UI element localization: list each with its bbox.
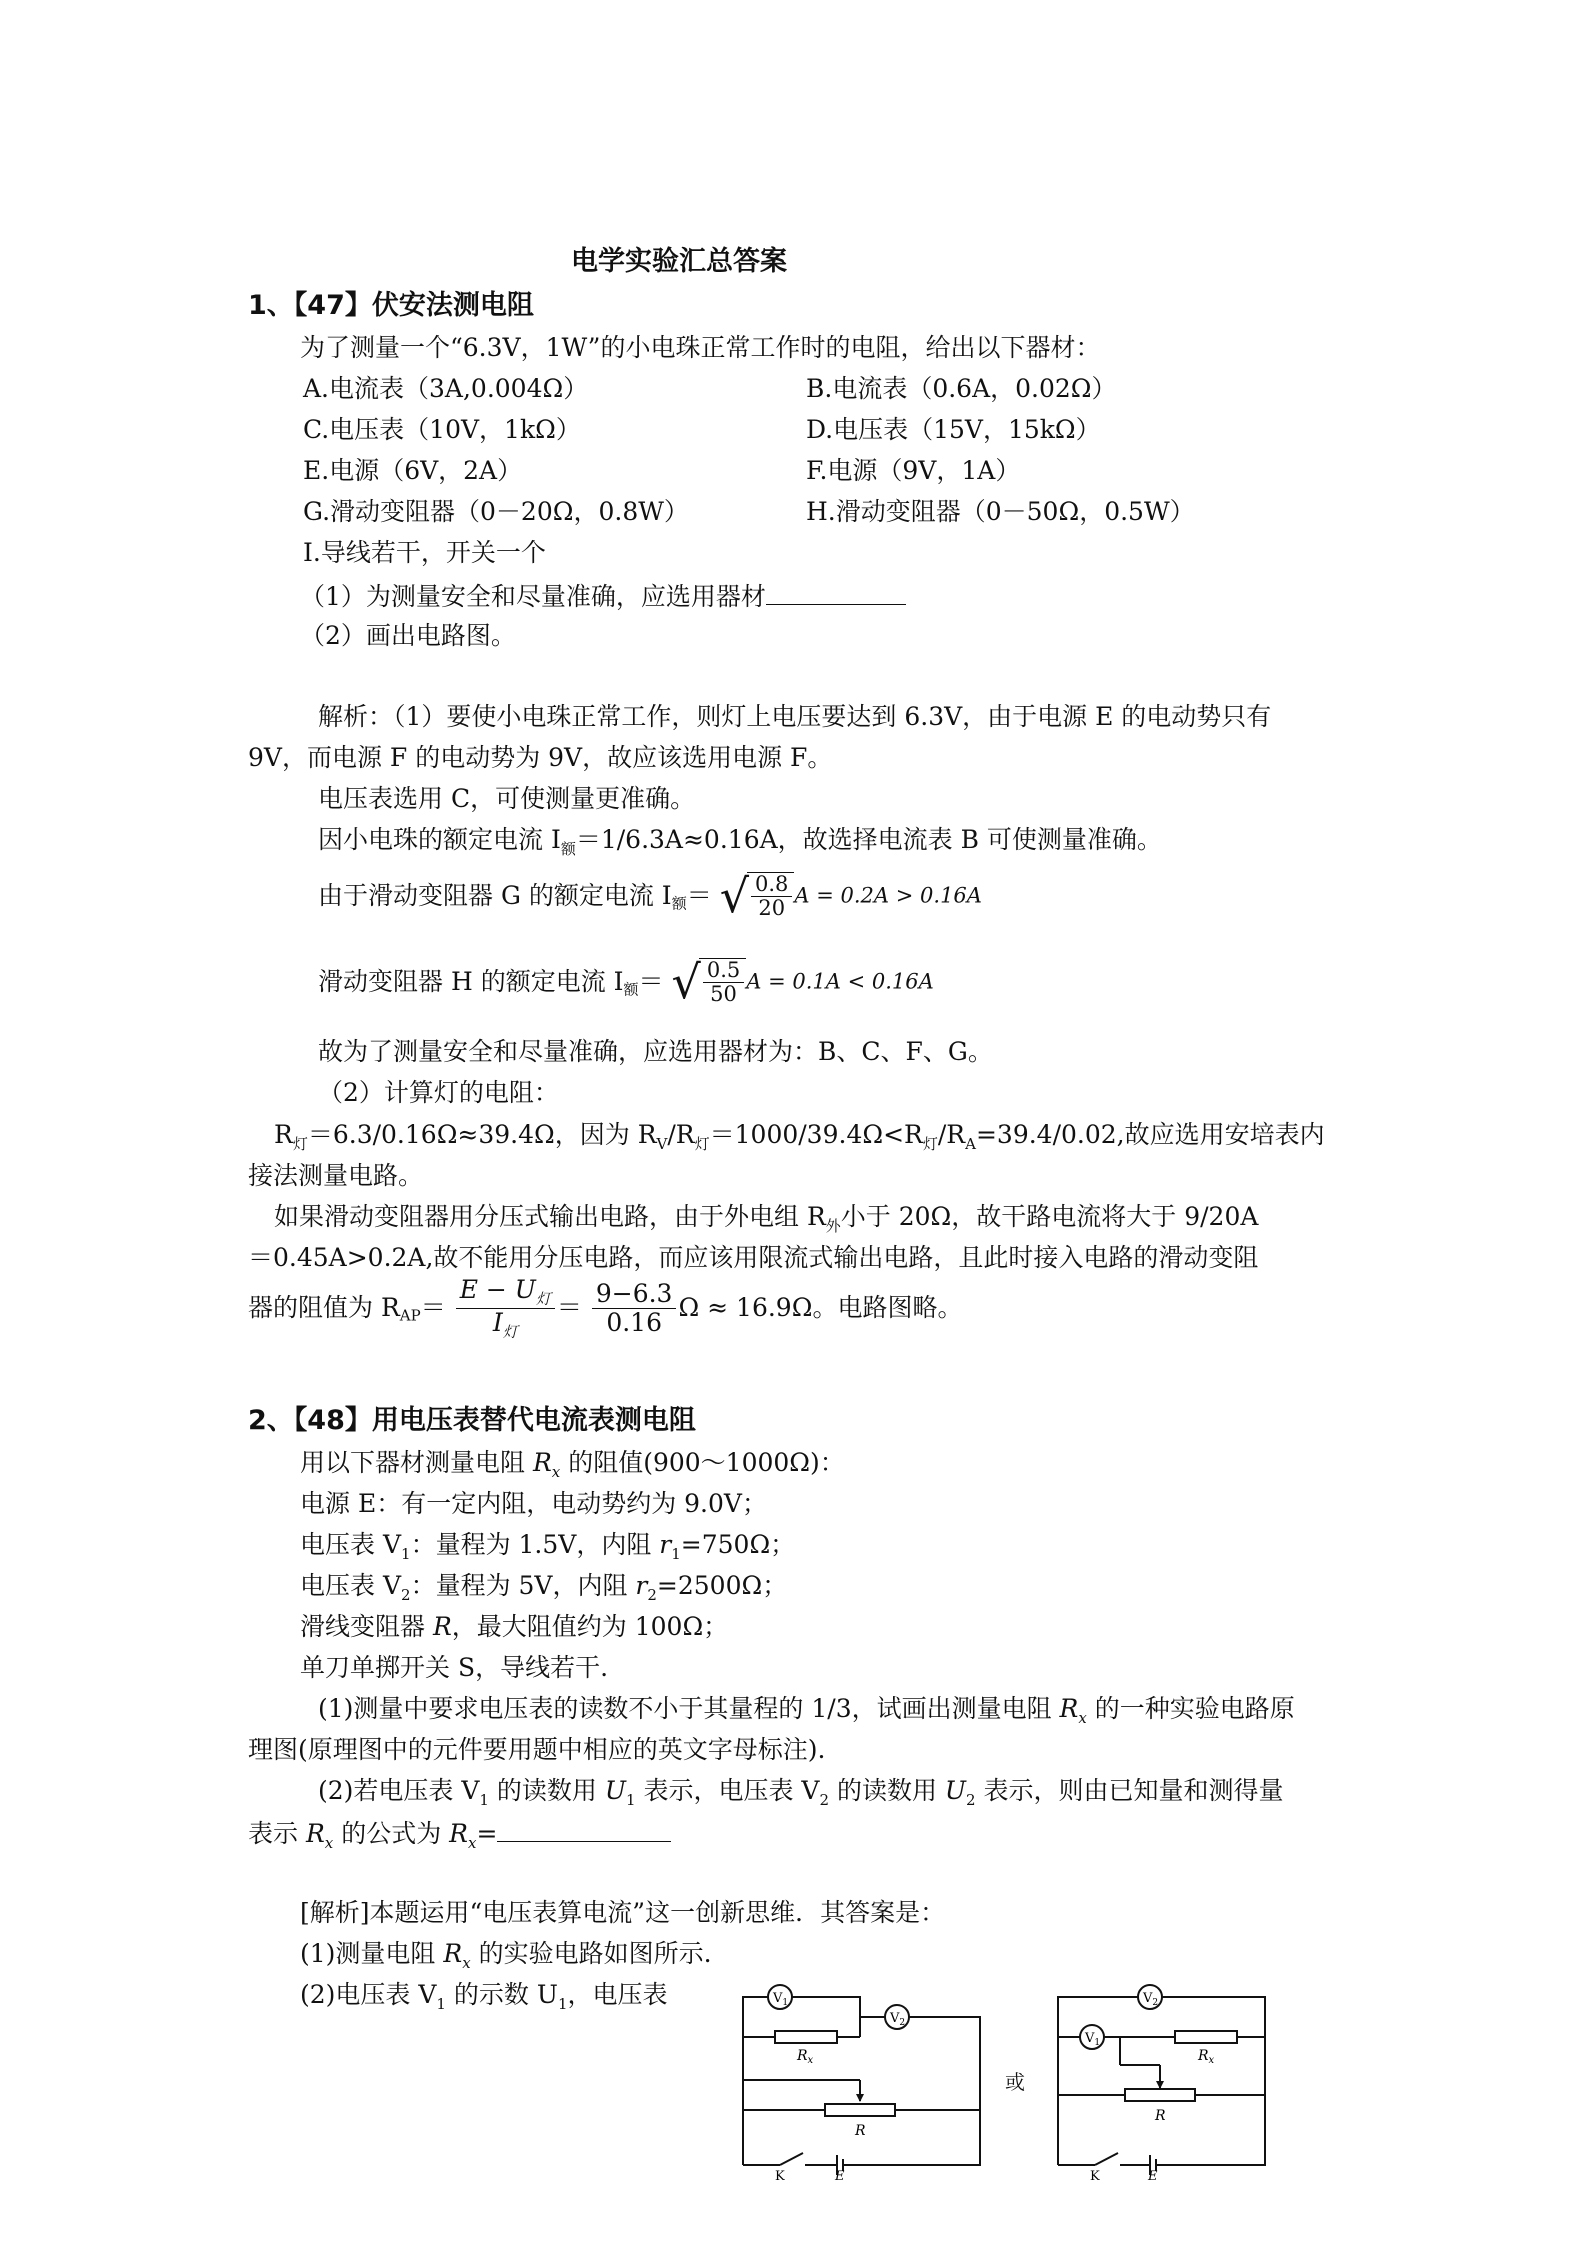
text: 的一种实验电路原 (1086, 1694, 1295, 1723)
text: 电压表 V (300, 1530, 402, 1559)
q1-intro: 为了测量一个“6.3V，1W”的小电珠正常工作时的电阻，给出以下器材： (300, 333, 1101, 362)
sqrt-expression (719, 869, 795, 924)
svg-text:V1 (772, 1991, 788, 2008)
label: E (1148, 2169, 1158, 2180)
var: R (449, 1819, 468, 1848)
subscript: 额 (560, 840, 576, 858)
text: ＝1000/39.4Ω<R (709, 1120, 923, 1149)
text: 的读数用 (829, 1776, 945, 1805)
answer-blank (497, 1817, 671, 1842)
equals-sign: ＝ (556, 1293, 582, 1322)
var: r (635, 1571, 648, 1600)
subscript: 外 (825, 1217, 841, 1235)
var: R (432, 1612, 452, 1641)
numerator: 9−6.3 (592, 1280, 677, 1309)
text: 表示，电压表 V (635, 1776, 820, 1805)
text: = (476, 1819, 498, 1848)
subscript: 1 (625, 1791, 636, 1809)
text: (1)测量中要求电压表的读数不小于其量程的 1/3，试画出测量电阻 (318, 1694, 1060, 1723)
q1-analysis-line (274, 1120, 1325, 1153)
q2-analysis-line (300, 1939, 712, 1972)
subscript: 1 (557, 1995, 568, 2013)
subscript: 灯 (292, 1135, 308, 1153)
subscript: 灯 (922, 1135, 938, 1153)
option-g: G.滑动变阻器（0－20Ω，0.8W） (303, 497, 689, 526)
q1-analysis-line: ＝0.45A>0.2A,故不能用分压电路，而应该用限流式输出电路，且此时接入电路的滑动变阻 (248, 1243, 1259, 1272)
label: K (775, 2169, 785, 2180)
subscript: x (462, 1954, 471, 1972)
option-b: B.电流表（0.6A，0.02Ω） (806, 374, 1117, 403)
label: K (1090, 2169, 1100, 2180)
subscript: V (656, 1135, 668, 1153)
subscript: 灯 (535, 1290, 551, 1308)
q2-line: 理图(原理图中的元件要用题中相应的英文字母标注). (248, 1735, 826, 1764)
text: 的公式为 (333, 1819, 450, 1848)
q1-subquestion-1 (300, 580, 906, 612)
denominator: 20 (758, 896, 786, 921)
page-title: 电学实验汇总答案 (571, 246, 787, 277)
text: =39.4/0.02,故应选用安培表内 (975, 1120, 1325, 1149)
option-a: A.电流表（3A,0.004Ω） (303, 374, 589, 403)
text: ＝1/6.3A≈0.16A，故选择电流表 B 可使测量准确。 (575, 825, 1162, 854)
denominator: 50 (710, 982, 737, 1007)
text: 滑线变阻器 (300, 1612, 433, 1641)
svg-text:Rx (796, 2048, 814, 2066)
label: E (835, 2169, 845, 2180)
q1-subquestion-2: （2）画出电路图。 (300, 621, 516, 650)
subscript: AP (399, 1306, 421, 1325)
var: r (659, 1530, 672, 1559)
equals-sign: ＝ (686, 881, 712, 911)
text: (2)电压表 V (300, 1980, 437, 2009)
text: 。电路图略。 (812, 1293, 963, 1322)
denominator: I (492, 1307, 503, 1337)
subscript: 1 (479, 1791, 489, 1809)
label: R (1155, 2108, 1166, 2124)
q1-formula-rap (248, 1276, 962, 1340)
text: 表示，则由已知量和测得量 (975, 1776, 1284, 1805)
subscript: 1 (1094, 2038, 1101, 2048)
var: R (305, 1819, 325, 1848)
text: 的实验电路如图所示. (470, 1939, 712, 1968)
svg-text:V2 (889, 2011, 905, 2028)
switch-k-icon (1095, 2153, 1118, 2165)
text: ：量程为 5V，内阻 (410, 1571, 636, 1600)
q1-analysis-line (318, 825, 1162, 858)
section-heading-q1: 1、【47】伏安法测电阻 (248, 290, 534, 321)
sqrt-icon: √ (719, 869, 749, 924)
subscript: 2 (1152, 1998, 1159, 2008)
numerator: 0.5 (703, 959, 744, 983)
sqrt-expression (671, 955, 747, 1010)
option-d: D.电压表（15V，15kΩ） (806, 415, 1101, 444)
label: R (1198, 2048, 1209, 2064)
rheostat-r-icon (1125, 2089, 1195, 2101)
denominator: 0.16 (606, 1307, 662, 1337)
equals-sign: ＝ (420, 1293, 446, 1322)
q2-line (300, 1530, 795, 1563)
label: V (1143, 1991, 1153, 2006)
text: 器的阻值为 R (248, 1293, 400, 1322)
subscript: 额 (623, 980, 639, 999)
q1-analysis-line: 电压表选用 C，可使测量更准确。 (318, 784, 696, 813)
subscript: x (1208, 2055, 1215, 2066)
subscript: x (467, 1834, 477, 1852)
var: U (944, 1776, 966, 1805)
text: 表示 (248, 1819, 306, 1848)
text: 电压表 V (300, 1571, 402, 1600)
option-f: F.电源（9V，1A） (806, 456, 1021, 485)
subscript: 2 (401, 1586, 411, 1604)
subscript: x (1078, 1709, 1087, 1727)
svg-text:V1 (1084, 2031, 1100, 2048)
label: V (1085, 2031, 1095, 2046)
fraction (456, 1276, 555, 1340)
formula-result: A = 0.1A < 0.16A (746, 969, 934, 994)
q1-analysis-line (274, 1202, 1258, 1235)
var: R (532, 1448, 552, 1477)
text: 如果滑动变阻器用分压式输出电路，由于外电组 R (274, 1202, 826, 1231)
subscript: 2 (647, 1586, 657, 1604)
var: R (1059, 1694, 1079, 1723)
numerator: 0.8 (751, 873, 792, 897)
rheostat-r-icon (825, 2104, 895, 2116)
resistor-rx-icon (775, 2031, 837, 2043)
subscript: 1 (401, 1545, 411, 1563)
subscript: 2 (899, 2018, 906, 2028)
subscript: 1 (782, 1998, 789, 2008)
q1-analysis-line: 故为了测量安全和尽量准确，应选用器材为：B、C、F、G。 (318, 1037, 993, 1066)
svg-text:V2 (1142, 1991, 1158, 2008)
text: =750Ω； (680, 1530, 796, 1559)
circuit-diagram-1 (735, 1975, 995, 2180)
numerator: E − U (459, 1275, 536, 1304)
q2-line (318, 1776, 1283, 1809)
or-label: 或 (1005, 2070, 1025, 2094)
text: (2)若电压表 V (318, 1776, 480, 1805)
switch-k-icon (780, 2153, 803, 2165)
q2-line (300, 1612, 728, 1642)
subscript: 1 (671, 1545, 681, 1563)
text: 的读数用 (488, 1776, 605, 1805)
label: R (855, 2123, 866, 2139)
subscript: x (551, 1463, 561, 1481)
q1-analysis-line: 解析：（1）要使小电珠正常工作，则灯上电压要达到 6.3V，由于电源 E 的电动势只有 (318, 702, 1272, 731)
text: ，电压表 (567, 1980, 668, 2009)
text: 的阻值(900～1000Ω)： (560, 1448, 845, 1477)
text: ：量程为 1.5V，内阻 (410, 1530, 660, 1559)
text: 由于滑动变阻器 G 的额定电流 I (318, 881, 672, 911)
q2-line (300, 1448, 845, 1481)
svg-text:Rx (1197, 2048, 1215, 2066)
subscript: x (324, 1834, 334, 1852)
answer-blank (766, 580, 906, 605)
text: 因小电珠的额定电流 I (318, 825, 561, 854)
sqrt-icon: √ (671, 955, 701, 1010)
text: 的示数 U (445, 1980, 558, 2009)
text: 用以下器材测量电阻 (300, 1448, 533, 1477)
text: /R (667, 1120, 695, 1149)
subscript: 2 (965, 1791, 976, 1809)
option-i: I.导线若干，开关一个 (303, 538, 546, 567)
text: 滑动变阻器 H 的额定电流 I (318, 967, 624, 997)
subscript: x (807, 2055, 814, 2066)
var: U (604, 1776, 626, 1805)
section-heading-q2: 2、【48】用电压表替代电流表测电阻 (248, 1405, 696, 1436)
subscript: 额 (671, 894, 687, 913)
subscript: 2 (819, 1791, 829, 1809)
q2-line (248, 1817, 671, 1852)
label: V (890, 2011, 900, 2026)
subscript: 灯 (694, 1135, 710, 1153)
fraction (592, 1280, 677, 1336)
q1-analysis-line: 9V，而电源 F 的电动势为 9V，故应该选用电源 F。 (248, 743, 833, 772)
formula-result: Ω ≈ 16.9Ω (678, 1293, 813, 1322)
q2-line (300, 1571, 787, 1604)
text: (1)测量电阻 (300, 1939, 444, 1968)
resistor-rx-icon (1175, 2031, 1237, 2043)
q2-line: 单刀单掷开关 S，导线若干. (300, 1653, 609, 1682)
option-h: H.滑动变阻器（0－50Ω，0.5W） (806, 497, 1195, 526)
subscript: A (965, 1135, 976, 1153)
label: R (797, 2048, 808, 2064)
text: /R (937, 1120, 966, 1149)
q1-analysis-line: 接法测量电路。 (248, 1161, 424, 1190)
q1-formula-h (318, 955, 934, 1010)
var: R (443, 1939, 463, 1968)
q1-analysis-line: （2）计算灯的电阻： (318, 1078, 559, 1107)
text: ＝6.3/0.16Ω≈39.4Ω，因为 R (307, 1120, 657, 1149)
text: ，最大阻值约为 100Ω； (451, 1612, 729, 1641)
text: =2500Ω； (656, 1571, 788, 1600)
subscript: 1 (436, 1995, 446, 2013)
q1-sub1-text: （1）为测量安全和尽量准确，应选用器材 (300, 582, 766, 611)
option-e: E.电源（6V，2A） (303, 456, 523, 485)
q2-line: 电源 E：有一定内阻，电动势约为 9.0V； (300, 1489, 767, 1518)
q2-analysis-line (300, 1980, 668, 2013)
subscript: 灯 (502, 1322, 518, 1341)
text: R (274, 1120, 293, 1149)
circuit-diagram-2 (1050, 1975, 1280, 2180)
option-c: C.电压表（10V，1kΩ） (303, 415, 581, 444)
formula-result: A = 0.2A > 0.16A (794, 883, 982, 908)
label: V (773, 1991, 783, 2006)
text: 小于 20Ω，故干路电流将大于 9/20A (840, 1202, 1259, 1231)
equals-sign: ＝ (638, 967, 664, 997)
q2-analysis-line: [解析]本题运用“电压表算电流”这一创新思维．其答案是： (300, 1898, 946, 1927)
q1-formula-g (318, 869, 982, 924)
q2-line (318, 1694, 1295, 1727)
